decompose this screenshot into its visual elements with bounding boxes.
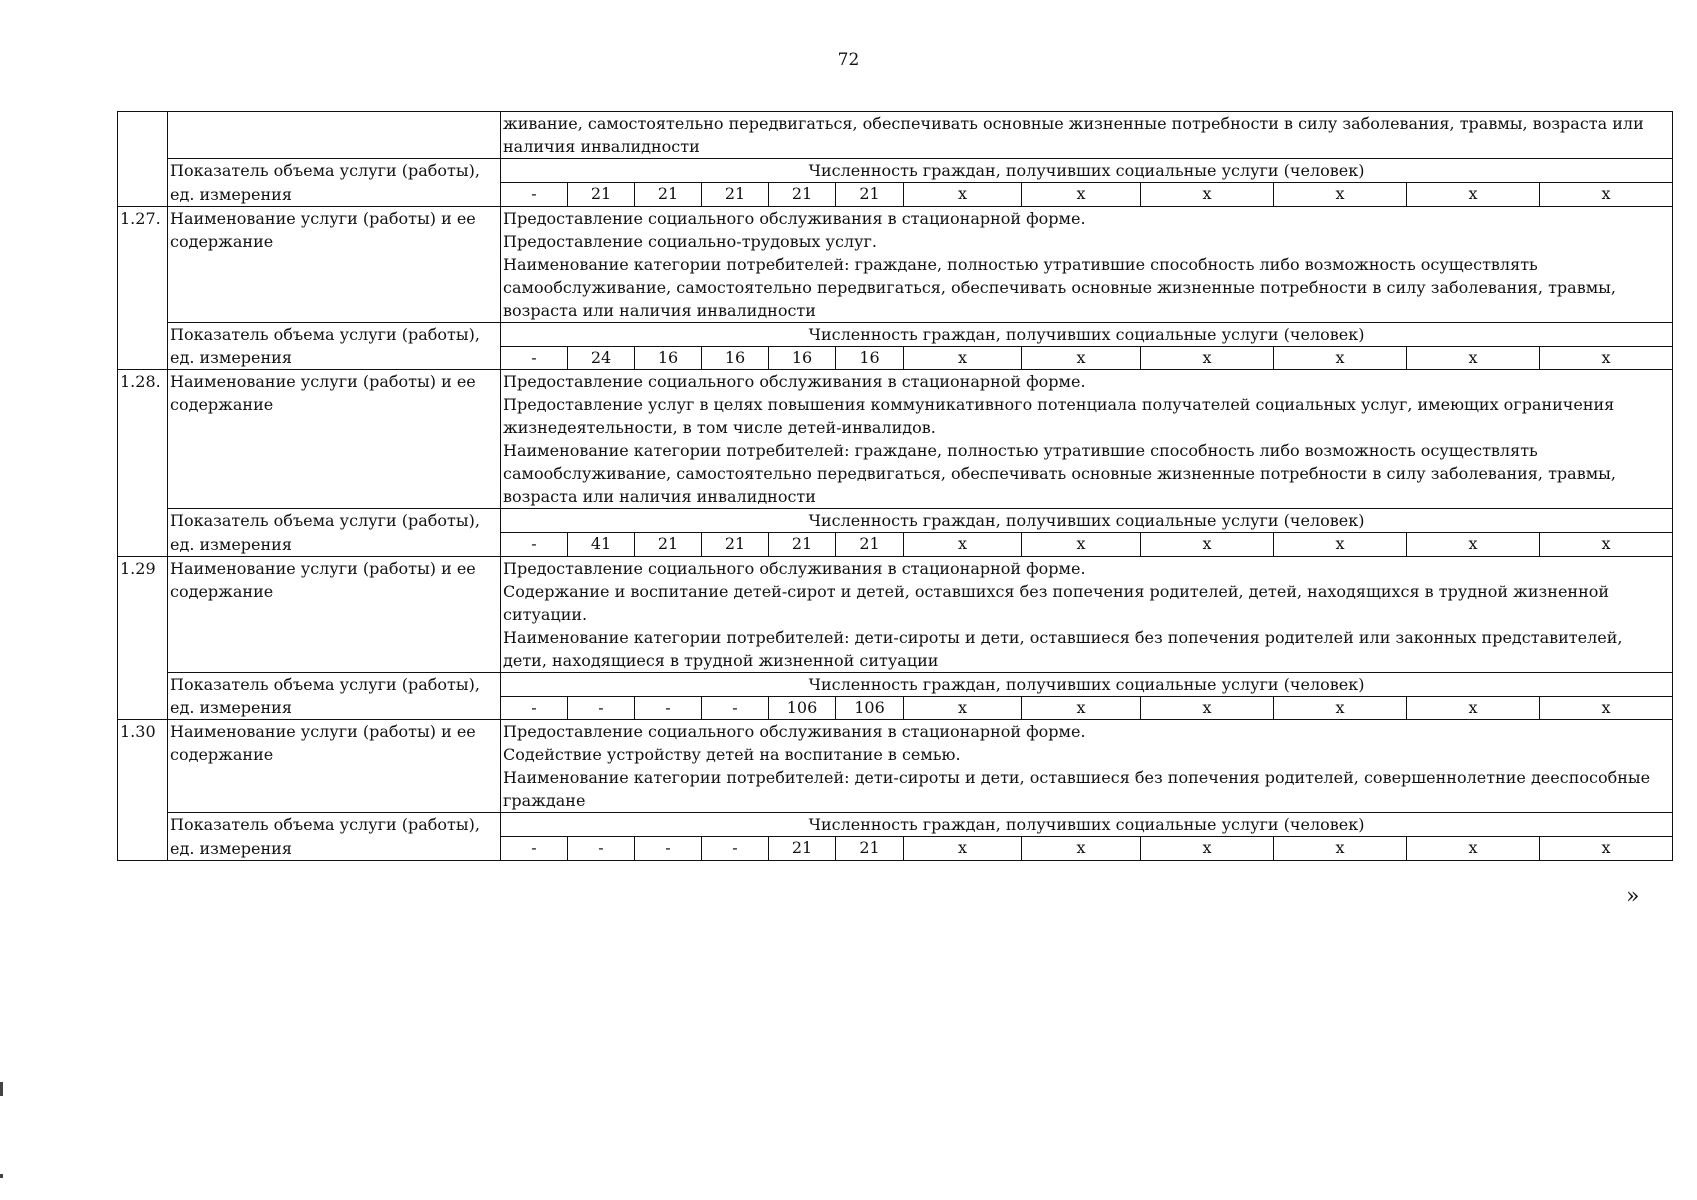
value-cell: 16 — [635, 346, 702, 370]
volume-caption: Численность граждан, получивших социальные услуги (человек) — [501, 813, 1673, 837]
value-cell: х — [1274, 346, 1407, 370]
unit-label: ед. измерения — [168, 837, 501, 861]
table-row — [118, 370, 1673, 509]
unit-label: ед. измерения — [168, 346, 501, 370]
row-number: 1.29 — [118, 556, 168, 720]
service-description — [501, 720, 1673, 813]
table-row — [118, 509, 1673, 533]
table-row — [118, 206, 1673, 322]
value-cell: х — [1022, 346, 1141, 370]
row-name-label: Наименование услуги (работы) и ее содержание — [168, 556, 501, 672]
table-row — [118, 346, 1673, 370]
volume-label: Показатель объема услуги (работы), — [168, 159, 501, 183]
description-paragraph: Содержание и воспитание детей-сирот и детей, оставшихся без попечения родителей, детей, находящихся в трудной жизненной ситуации. — [503, 581, 1610, 624]
row-name-label: Наименование услуги (работы) и ее содержание — [168, 206, 501, 322]
volume-label: Показатель объема услуги (работы), — [168, 509, 501, 533]
value-cell: х — [1274, 837, 1407, 861]
description-paragraph: Наименование категории потребителей: граждане, полностью утратившие способность либо возможность осуществлять самообслуживание, самостоятельно передвигаться, обеспечивать основные жизненные потребности в силу заболевания, травмы, возраста или наличия инвалидности — [503, 254, 1616, 320]
value-cell: х — [1407, 183, 1540, 207]
value-cell: 16 — [836, 346, 904, 370]
value-cell: - — [501, 696, 568, 720]
value-cell: х — [1141, 533, 1274, 557]
scan-margin-mark — [0, 1082, 3, 1096]
value-cell: х — [1141, 183, 1274, 207]
value-cell: 21 — [568, 183, 635, 207]
value-cell: х — [1540, 533, 1673, 557]
description-paragraph: Предоставление социального обслуживания в стационарной форме. — [503, 208, 1086, 228]
table-row — [118, 720, 1673, 813]
table-row — [118, 556, 1673, 672]
value-cell: х — [1141, 346, 1274, 370]
unit-label: ед. измерения — [168, 696, 501, 720]
table-row — [118, 322, 1673, 346]
value-cell: х — [1274, 533, 1407, 557]
volume-label: Показатель объема услуги (работы), — [168, 672, 501, 696]
row-name-label — [168, 112, 501, 159]
value-cell: х — [1540, 837, 1673, 861]
value-cell: х — [1407, 696, 1540, 720]
value-cell: х — [1274, 183, 1407, 207]
value-cell: 21 — [836, 183, 904, 207]
value-cell: х — [1407, 346, 1540, 370]
value-cell: х — [904, 346, 1022, 370]
value-cell: - — [501, 533, 568, 557]
description-paragraph: Предоставление социального обслуживания в стационарной форме. — [503, 372, 1086, 391]
table-row — [118, 183, 1673, 207]
value-cell: - — [501, 183, 568, 207]
value-cell: х — [904, 837, 1022, 861]
table-row — [118, 813, 1673, 837]
value-cell: - — [568, 696, 635, 720]
value-cell: х — [1022, 183, 1141, 207]
value-cell: х — [1022, 837, 1141, 861]
value-cell: - — [501, 837, 568, 861]
table-row — [118, 533, 1673, 557]
unit-label: ед. измерения — [168, 183, 501, 207]
scan-margin-mark — [0, 1174, 3, 1178]
row-number: 1.27. — [118, 206, 168, 370]
table-row — [118, 672, 1673, 696]
volume-caption: Численность граждан, получивших социальные услуги (человек) — [501, 159, 1673, 183]
value-cell: х — [904, 533, 1022, 557]
description-paragraph: живание, самостоятельно передвигаться, обеспечивать основные жизненные потребности в силу заболевания, травмы, возраста или наличия инвалидности — [503, 114, 1644, 156]
value-cell: х — [1022, 696, 1141, 720]
value-cell: х — [1540, 696, 1673, 720]
volume-label: Показатель объема услуги (работы), — [168, 322, 501, 346]
service-description — [501, 206, 1673, 322]
description-paragraph: Предоставление услуг в целях повышения коммуникативного потенциала получателей социальных услуг, имеющих ограничения жизнедеятельности, в том числе детей-инвалидов. — [503, 395, 1615, 437]
value-cell: 21 — [769, 183, 836, 207]
volume-caption: Численность граждан, получивших социальные услуги (человек) — [501, 509, 1673, 533]
service-description — [501, 370, 1673, 509]
row-number: 1.28. — [118, 370, 168, 557]
value-cell: 21 — [836, 533, 904, 557]
value-cell: х — [1141, 696, 1274, 720]
value-cell: 16 — [702, 346, 769, 370]
description-paragraph: Предоставление социального обслуживания в стационарной форме. — [503, 558, 1086, 578]
description-paragraph: Наименование категории потребителей: дети-сироты и дети, оставшиеся без попечения родителей, совершеннолетние дееспособные граждане — [503, 768, 1651, 810]
value-cell: - — [635, 837, 702, 861]
row-name-label: Наименование услуги (работы) и ее содержание — [168, 720, 501, 813]
value-cell: - — [702, 696, 769, 720]
table-row — [118, 159, 1673, 183]
value-cell: - — [635, 696, 702, 720]
value-cell: 16 — [769, 346, 836, 370]
value-cell: х — [904, 183, 1022, 207]
table-row — [118, 837, 1673, 861]
description-paragraph: Наименование категории потребителей: дети-сироты и дети, оставшиеся без попечения родителей или законных представителей, дети, находящиеся в трудной жизненной ситуации — [503, 627, 1623, 670]
row-number: 1.30 — [118, 720, 168, 861]
table-row — [118, 696, 1673, 720]
description-paragraph: Предоставление социально-трудовых услуг. — [503, 231, 877, 251]
value-cell: х — [1141, 837, 1274, 861]
value-cell: 21 — [769, 837, 836, 861]
value-cell: 21 — [836, 837, 904, 861]
description-paragraph: Предоставление социального обслуживания в стационарной форме. — [503, 722, 1086, 741]
value-cell: х — [1022, 533, 1141, 557]
value-cell: 21 — [635, 533, 702, 557]
unit-label: ед. измерения — [168, 533, 501, 557]
closing-quote: » — [1626, 884, 1640, 909]
description-paragraph: Наименование категории потребителей: граждане, полностью утратившие способность либо возможность осуществлять самообслуживание, самостоятельно передвигаться, обеспечивать основные жизненные потребности в силу заболевания, травмы, возраста или наличия инвалидности — [503, 441, 1616, 506]
row-number — [118, 112, 168, 207]
value-cell: 106 — [769, 696, 836, 720]
value-cell: х — [1540, 183, 1673, 207]
value-cell: х — [1540, 346, 1673, 370]
value-cell: - — [568, 837, 635, 861]
value-cell: 21 — [635, 183, 702, 207]
value-cell: х — [1274, 696, 1407, 720]
volume-caption: Численность граждан, получивших социальные услуги (человек) — [501, 672, 1673, 696]
description-paragraph: Содействие устройству детей на воспитание в семью. — [503, 745, 961, 764]
value-cell: 41 — [568, 533, 635, 557]
value-cell: - — [702, 837, 769, 861]
table-row — [118, 112, 1673, 159]
value-cell: х — [1407, 837, 1540, 861]
service-description — [501, 556, 1673, 672]
value-cell: 24 — [568, 346, 635, 370]
page-number: 72 — [837, 50, 860, 70]
volume-label: Показатель объема услуги (работы), — [168, 813, 501, 837]
value-cell: - — [501, 346, 568, 370]
value-cell: х — [1407, 533, 1540, 557]
value-cell: 21 — [702, 533, 769, 557]
value-cell: 106 — [836, 696, 904, 720]
value-cell: 21 — [769, 533, 836, 557]
services-table — [117, 111, 1673, 861]
value-cell: х — [904, 696, 1022, 720]
volume-caption: Численность граждан, получивших социальные услуги (человек) — [501, 322, 1673, 346]
row-name-label: Наименование услуги (работы) и ее содержание — [168, 370, 501, 509]
value-cell: 21 — [702, 183, 769, 207]
service-description — [501, 112, 1673, 159]
